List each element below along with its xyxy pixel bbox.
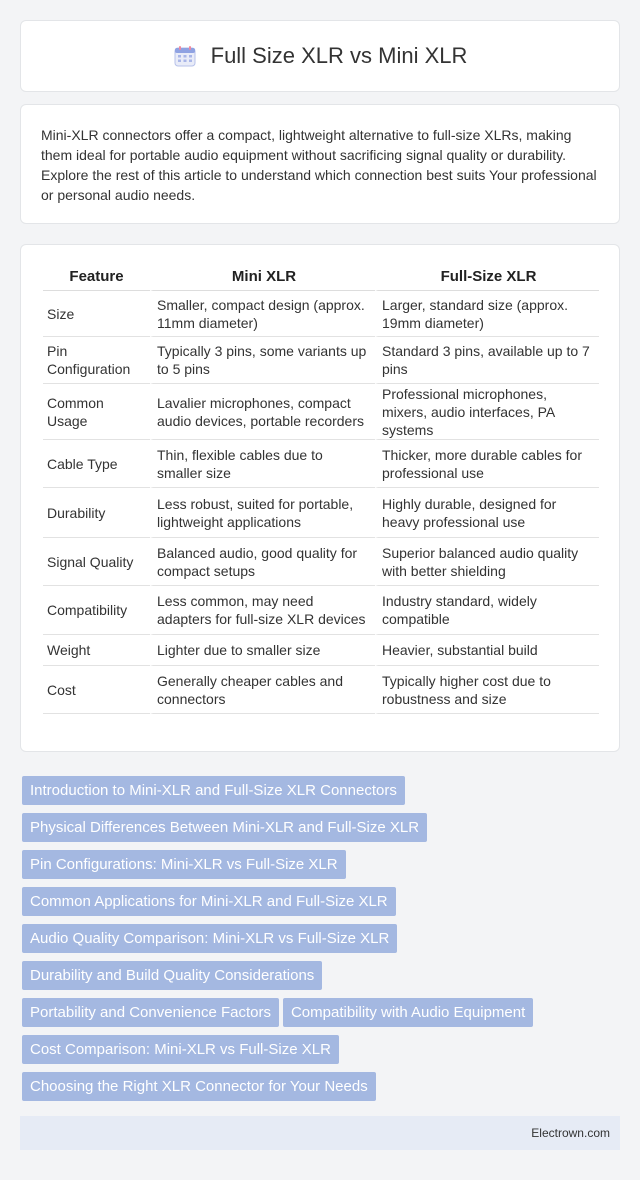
feature-cell: Pin Configuration [43, 337, 150, 384]
table-row [43, 488, 599, 538]
mini-xlr-cell: Balanced audio, good quality for compact setups [150, 538, 375, 586]
topic-tag-link[interactable]: Compatibility with Audio Equipment [283, 998, 533, 1027]
topic-tag-link[interactable]: Physical Differences Between Mini-XLR and Full-Size XLR [22, 813, 427, 842]
full-size-xlr-cell: Typically higher cost due to robustness and size [375, 666, 599, 714]
full-size-xlr-cell: Larger, standard size (approx. 19mm diameter) [375, 291, 599, 337]
header-mini-xlr: Mini XLR [150, 263, 375, 291]
feature-cell: Common Usage [43, 384, 150, 440]
table-row [43, 666, 599, 714]
table-row [43, 635, 599, 666]
feature-cell: Signal Quality [43, 538, 150, 586]
full-size-xlr-cell: Professional microphones, mixers, audio interfaces, PA systems [375, 384, 599, 440]
mini-xlr-cell: Lavalier microphones, compact audio devices, portable recorders [150, 384, 375, 440]
full-size-xlr-cell: Superior balanced audio quality with better shielding [375, 538, 599, 586]
feature-cell: Compatibility [43, 586, 150, 635]
table-row [43, 586, 599, 635]
topic-tag-link[interactable]: Introduction to Mini-XLR and Full-Size XLR Connectors [22, 776, 405, 805]
topic-tags [22, 776, 618, 1109]
page-title: Full Size XLR vs Mini XLR [210, 43, 468, 68]
mini-xlr-cell: Smaller, compact design (approx. 11mm diameter) [150, 291, 375, 337]
topic-tag-link[interactable]: Common Applications for Mini-XLR and Full-Size XLR [22, 887, 396, 916]
mini-xlr-cell: Generally cheaper cables and connectors [150, 666, 375, 714]
topic-tag-link[interactable]: Portability and Convenience Factors [22, 998, 279, 1027]
table-row [43, 440, 599, 488]
topic-tag-link[interactable]: Durability and Build Quality Considerations [22, 961, 322, 990]
header-full-size-xlr: Full-Size XLR [375, 263, 599, 291]
topic-tag-link[interactable]: Pin Configurations: Mini-XLR vs Full-Size XLR [22, 850, 346, 879]
feature-cell: Cable Type [43, 440, 150, 488]
comparison-table-card [20, 244, 620, 752]
topic-tag-link[interactable]: Audio Quality Comparison: Mini-XLR vs Full-Size XLR [22, 924, 397, 953]
table-row [43, 384, 599, 440]
intro-card [20, 104, 620, 224]
footer [20, 1116, 620, 1150]
header-feature: Feature [43, 263, 150, 291]
intro-text: Mini-XLR connectors offer a compact, lightweight alternative to full-size XLRs, making them ideal for portable audio equipment without sacrificing signal quality or durability. Explore the rest of this article to understand which connection best suits Your professional or personal audio needs. [41, 127, 597, 203]
feature-cell: Weight [43, 635, 150, 666]
topic-tag-link[interactable]: Cost Comparison: Mini-XLR vs Full-Size XLR [22, 1035, 339, 1064]
topic-tag-link[interactable]: Choosing the Right XLR Connector for Your Needs [22, 1072, 376, 1101]
mini-xlr-cell: Typically 3 pins, some variants up to 5 pins [150, 337, 375, 384]
comparison-table [43, 263, 599, 714]
table-row [43, 291, 599, 337]
feature-cell: Durability [43, 488, 150, 538]
mini-xlr-cell: Thin, flexible cables due to smaller size [150, 440, 375, 488]
feature-cell: Cost [43, 666, 150, 714]
mini-xlr-cell: Lighter due to smaller size [150, 635, 375, 666]
full-size-xlr-cell: Standard 3 pins, available up to 7 pins [375, 337, 599, 384]
mini-xlr-cell: Less common, may need adapters for full-size XLR devices [150, 586, 375, 635]
table-row [43, 538, 599, 586]
calendar-icon [173, 44, 197, 68]
full-size-xlr-cell: Thicker, more durable cables for professional use [375, 440, 599, 488]
footer-brand: Electrown.com [531, 1126, 610, 1140]
full-size-xlr-cell: Heavier, substantial build [375, 635, 599, 666]
mini-xlr-cell: Less robust, suited for portable, lightweight applications [150, 488, 375, 538]
full-size-xlr-cell: Industry standard, widely compatible [375, 586, 599, 635]
full-size-xlr-cell: Highly durable, designed for heavy professional use [375, 488, 599, 538]
title-card [20, 20, 620, 92]
table-row [43, 337, 599, 384]
table-header-row [43, 263, 599, 291]
feature-cell: Size [43, 291, 150, 337]
